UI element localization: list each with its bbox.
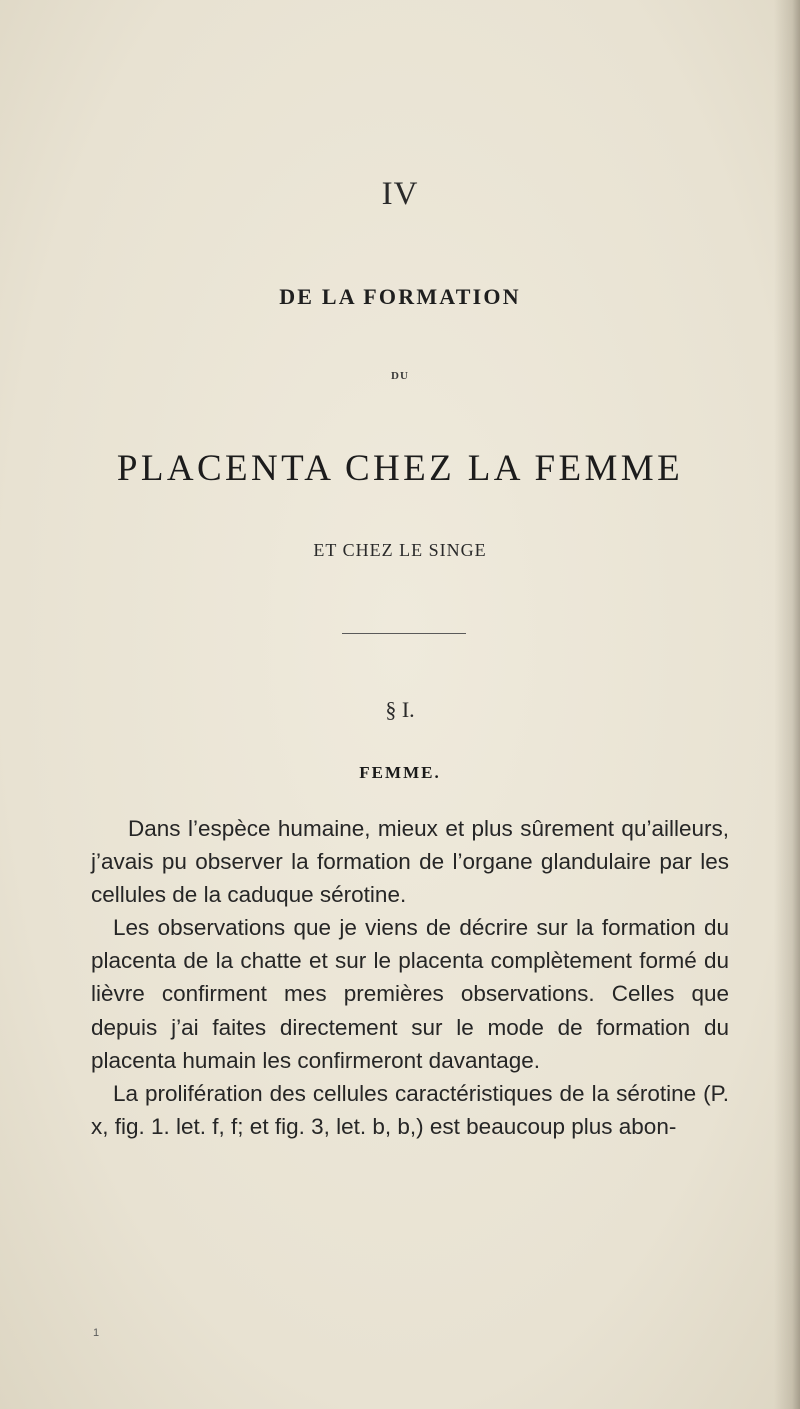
body-text	[91, 812, 729, 1143]
title-line-du: DU	[391, 370, 409, 382]
paragraph-2: Les observations que je viens de décrire sur la formation du placenta de la chatte et sur le placenta complètement formé du lièvre confirment mes premières observations. Celles que depuis j’ai faites directement sur le mode de formation du placenta humain les confirmeront davantage.	[91, 915, 729, 1073]
title-divider-rule	[342, 633, 466, 634]
paragraph-3: La prolifération des cellules caractéristiques de la sérotine (P. x, fig. 1. let. f, f; et fig. 3, let. b, b,) est beaucoup plus abon-	[91, 1080, 729, 1139]
section-title: FEMME.	[359, 763, 441, 782]
section-mark: § I.	[385, 697, 415, 722]
title-line-placenta: PLACENTA CHEZ LA FEMME	[116, 448, 684, 489]
title-line-singe: ET CHEZ LE SINGE	[313, 540, 487, 560]
chapter-number: IV	[381, 176, 419, 212]
title-line-formation: DE LA FORMATION	[279, 284, 521, 309]
signature-mark: 1	[93, 1327, 100, 1339]
paragraph-1: Dans l’espèce humaine, mieux et plus sûrement qu’ailleurs, j’avais pu observer la formation de l’organe glandulaire par les cellules de la caduque sérotine.	[91, 816, 729, 908]
